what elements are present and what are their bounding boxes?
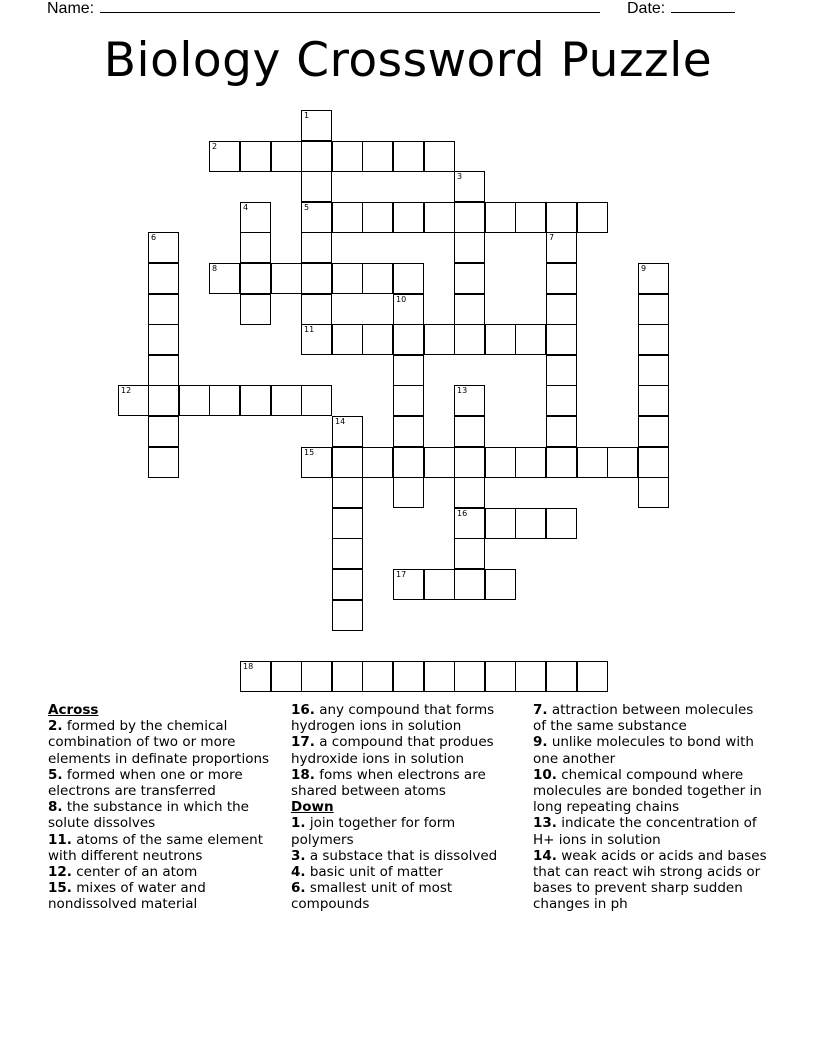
grid-cell[interactable] bbox=[454, 294, 485, 325]
grid-cell[interactable] bbox=[209, 263, 240, 294]
clue-number-label: 14 bbox=[335, 417, 346, 426]
grid-cell[interactable] bbox=[454, 324, 485, 355]
clue-text: weak acids or acids and bases that can react wih strong acids or bases to prevent sharp sudden changes in ph bbox=[533, 847, 767, 913]
grid-cell[interactable] bbox=[332, 569, 363, 600]
clue-text: unlike molecules to bond with one another bbox=[533, 734, 754, 767]
grid-cell[interactable] bbox=[546, 202, 577, 233]
grid-cell[interactable] bbox=[454, 171, 485, 202]
grid-cell[interactable] bbox=[638, 263, 669, 294]
clue-item bbox=[48, 767, 278, 799]
clue-text: formed by the chemical combination of two or more elements in definate proportions bbox=[48, 718, 270, 767]
grid-cell[interactable] bbox=[485, 324, 516, 355]
clue-item bbox=[48, 718, 278, 767]
clue-number-label: 10 bbox=[396, 295, 407, 304]
clue-item bbox=[291, 815, 521, 847]
clue-number: 5. bbox=[48, 766, 63, 783]
grid-cell[interactable] bbox=[148, 263, 179, 294]
grid-cell[interactable] bbox=[454, 538, 485, 569]
clue-item bbox=[533, 734, 768, 766]
grid-cell[interactable] bbox=[332, 324, 363, 355]
grid-cell[interactable] bbox=[577, 447, 608, 478]
grid-cell[interactable] bbox=[301, 171, 332, 202]
grid-cell[interactable] bbox=[577, 661, 608, 692]
grid-cell[interactable] bbox=[179, 385, 210, 416]
clue-item bbox=[291, 734, 521, 766]
clue-number-label: 11 bbox=[304, 325, 315, 334]
grid-cell[interactable] bbox=[148, 232, 179, 263]
grid-cell[interactable] bbox=[485, 569, 516, 600]
grid-cell[interactable] bbox=[577, 202, 608, 233]
grid-cell[interactable] bbox=[424, 447, 455, 478]
grid-cell[interactable] bbox=[332, 508, 363, 539]
grid-cell[interactable] bbox=[240, 202, 271, 233]
clue-number-label: 3 bbox=[457, 172, 463, 181]
clue-number: 12. bbox=[48, 864, 72, 881]
clue-item bbox=[533, 767, 768, 816]
grid-cell[interactable] bbox=[209, 385, 240, 416]
grid-cell[interactable] bbox=[362, 202, 393, 233]
grid-cell[interactable] bbox=[301, 202, 332, 233]
grid-cell[interactable] bbox=[118, 385, 149, 416]
clue-item bbox=[48, 864, 278, 880]
grid-cell[interactable] bbox=[301, 661, 332, 692]
grid-cell[interactable] bbox=[546, 508, 577, 539]
grid-cell[interactable] bbox=[638, 324, 669, 355]
grid-cell[interactable] bbox=[454, 508, 485, 539]
grid-cell[interactable] bbox=[424, 202, 455, 233]
grid-cell[interactable] bbox=[454, 661, 485, 692]
grid-cell[interactable] bbox=[332, 263, 363, 294]
grid-cell[interactable] bbox=[393, 385, 424, 416]
grid-cell[interactable] bbox=[424, 661, 455, 692]
clue-text: smallest unit of most compounds bbox=[291, 880, 453, 913]
clue-number-label: 1 bbox=[304, 111, 310, 120]
grid-cell[interactable] bbox=[301, 447, 332, 478]
clue-number-label: 9 bbox=[641, 264, 647, 273]
clue-number-label: 6 bbox=[151, 233, 157, 242]
grid-cell[interactable] bbox=[332, 661, 363, 692]
clue-number: 10. bbox=[533, 766, 557, 783]
grid-cell[interactable] bbox=[515, 202, 546, 233]
grid-cell[interactable] bbox=[638, 294, 669, 325]
clue-item bbox=[533, 815, 768, 847]
grid-cell[interactable] bbox=[485, 661, 516, 692]
clue-number: 13. bbox=[533, 815, 557, 832]
grid-cell[interactable] bbox=[638, 416, 669, 447]
clue-text: a compound that produes hydroxide ions in solution bbox=[291, 734, 494, 767]
grid-cell[interactable] bbox=[362, 661, 393, 692]
clue-text: attraction between molecules of the same substance bbox=[533, 702, 754, 735]
grid-cell[interactable] bbox=[546, 232, 577, 263]
grid-cell[interactable] bbox=[454, 263, 485, 294]
grid-cell[interactable] bbox=[454, 202, 485, 233]
clue-number: 16. bbox=[291, 702, 315, 718]
grid-cell[interactable] bbox=[454, 447, 485, 478]
grid-cell[interactable] bbox=[240, 263, 271, 294]
date-label: Date: bbox=[627, 0, 666, 17]
grid-cell[interactable] bbox=[148, 355, 179, 386]
grid-cell[interactable] bbox=[148, 416, 179, 447]
clue-number-label: 18 bbox=[243, 662, 254, 671]
clue-text: mixes of water and nondissolved material bbox=[48, 880, 206, 913]
clues-column-1 bbox=[48, 702, 278, 913]
grid-cell[interactable] bbox=[638, 477, 669, 508]
clue-number: 3. bbox=[291, 847, 306, 864]
grid-cell[interactable] bbox=[240, 294, 271, 325]
clue-number-label: 12 bbox=[121, 386, 132, 395]
grid-cell[interactable] bbox=[301, 263, 332, 294]
clue-text: center of an atom bbox=[71, 864, 198, 881]
grid-cell[interactable] bbox=[638, 355, 669, 386]
clue-number: 17. bbox=[291, 734, 315, 751]
clue-text: foms when electrons are shared between atoms bbox=[291, 766, 486, 800]
clue-item bbox=[291, 702, 521, 734]
grid-cell[interactable] bbox=[607, 447, 638, 478]
grid-cell[interactable] bbox=[271, 661, 302, 692]
down-clue-list-continued bbox=[533, 702, 768, 913]
grid-cell[interactable] bbox=[546, 447, 577, 478]
grid-cell[interactable] bbox=[240, 232, 271, 263]
clue-item bbox=[291, 880, 521, 912]
clue-number: 6. bbox=[291, 880, 306, 897]
clue-text: indicate the concentration of H+ ions in solution bbox=[533, 815, 757, 848]
clue-number: 8. bbox=[48, 799, 63, 816]
grid-cell[interactable] bbox=[546, 416, 577, 447]
clue-number: 14. bbox=[533, 847, 557, 864]
grid-cell[interactable] bbox=[240, 385, 271, 416]
across-clue-list bbox=[48, 718, 278, 912]
clue-number: 11. bbox=[48, 831, 72, 848]
clue-number-label: 7 bbox=[549, 233, 555, 242]
clue-text: join together for form polymers bbox=[291, 815, 456, 848]
page-title: Biology Crossword Puzzle bbox=[103, 33, 713, 88]
clue-text: atoms of the same element with different neutrons bbox=[48, 831, 263, 864]
grid-cell[interactable] bbox=[424, 141, 455, 172]
grid-cell[interactable] bbox=[454, 477, 485, 508]
grid-cell[interactable] bbox=[148, 385, 179, 416]
grid-cell[interactable] bbox=[393, 355, 424, 386]
grid-cell[interactable] bbox=[393, 569, 424, 600]
clue-number: 18. bbox=[291, 766, 315, 783]
clues-column-2 bbox=[291, 702, 521, 913]
grid-cell[interactable] bbox=[393, 416, 424, 447]
grid-cell[interactable] bbox=[301, 232, 332, 263]
clue-number-label: 17 bbox=[396, 570, 407, 579]
grid-cell[interactable] bbox=[424, 324, 455, 355]
grid-cell[interactable] bbox=[332, 600, 363, 631]
clue-number-label: 4 bbox=[243, 203, 249, 212]
clue-number-label: 8 bbox=[212, 264, 218, 273]
grid-cell[interactable] bbox=[332, 447, 363, 478]
grid-cell[interactable] bbox=[424, 569, 455, 600]
across-heading: Across bbox=[48, 702, 99, 718]
grid-cell[interactable] bbox=[393, 294, 424, 325]
clue-number: 4. bbox=[291, 864, 306, 881]
grid-cell[interactable] bbox=[271, 385, 302, 416]
grid-cell[interactable] bbox=[332, 141, 363, 172]
grid-cell[interactable] bbox=[393, 477, 424, 508]
grid-cell[interactable] bbox=[393, 661, 424, 692]
down-clue-list bbox=[291, 815, 521, 912]
clue-text: the substance in which the solute dissolves bbox=[48, 799, 249, 832]
grid-cell[interactable] bbox=[362, 324, 393, 355]
clue-text: any compound that forms hydrogen ions in solution bbox=[291, 702, 495, 735]
grid-cell[interactable] bbox=[546, 263, 577, 294]
grid-cell[interactable] bbox=[515, 447, 546, 478]
clue-number-label: 5 bbox=[304, 203, 310, 212]
grid-cell[interactable] bbox=[271, 141, 302, 172]
grid-cell[interactable] bbox=[485, 202, 516, 233]
grid-cell[interactable] bbox=[546, 324, 577, 355]
grid-cell[interactable] bbox=[148, 324, 179, 355]
clue-number-label: 2 bbox=[212, 142, 218, 151]
grid-cell[interactable] bbox=[332, 477, 363, 508]
name-label: Name: bbox=[47, 0, 95, 17]
grid-cell[interactable] bbox=[332, 538, 363, 569]
clue-item bbox=[48, 880, 278, 912]
clue-number-label: 15 bbox=[304, 448, 315, 457]
clue-number: 15. bbox=[48, 880, 72, 897]
down-heading: Down bbox=[291, 799, 334, 816]
grid-cell[interactable] bbox=[546, 661, 577, 692]
clue-item bbox=[291, 767, 521, 799]
clue-item bbox=[533, 702, 768, 734]
grid-cell[interactable] bbox=[362, 141, 393, 172]
grid-cell[interactable] bbox=[301, 324, 332, 355]
grid-cell[interactable] bbox=[362, 263, 393, 294]
grid-cell[interactable] bbox=[393, 447, 424, 478]
grid-cell[interactable] bbox=[301, 110, 332, 141]
clue-number: 7. bbox=[533, 702, 548, 718]
grid-cell[interactable] bbox=[546, 294, 577, 325]
grid-cell[interactable] bbox=[515, 661, 546, 692]
grid-cell[interactable] bbox=[454, 385, 485, 416]
clues-column-3 bbox=[533, 702, 768, 913]
grid-cell[interactable] bbox=[301, 385, 332, 416]
across-clue-list-continued bbox=[291, 702, 521, 799]
grid-cell[interactable] bbox=[148, 294, 179, 325]
grid-cell[interactable] bbox=[301, 294, 332, 325]
clue-item bbox=[291, 848, 521, 864]
grid-cell[interactable] bbox=[454, 416, 485, 447]
clue-item bbox=[48, 832, 278, 864]
grid-cell[interactable] bbox=[546, 385, 577, 416]
grid-cell[interactable] bbox=[485, 508, 516, 539]
grid-cell[interactable] bbox=[362, 447, 393, 478]
grid-cell[interactable] bbox=[332, 416, 363, 447]
grid-cell[interactable] bbox=[454, 569, 485, 600]
grid-cell[interactable] bbox=[638, 447, 669, 478]
clue-number-label: 16 bbox=[457, 509, 468, 518]
clue-number-label: 13 bbox=[457, 386, 468, 395]
clue-number: 2. bbox=[48, 718, 63, 735]
grid-cell[interactable] bbox=[393, 263, 424, 294]
grid-cell[interactable] bbox=[301, 141, 332, 172]
grid-cell[interactable] bbox=[271, 263, 302, 294]
grid-cell[interactable] bbox=[515, 508, 546, 539]
clue-text: a substace that is dissolved bbox=[305, 847, 498, 864]
clue-text: formed when one or more electrons are transferred bbox=[48, 766, 243, 800]
grid-cell[interactable] bbox=[485, 447, 516, 478]
grid-cell[interactable] bbox=[240, 661, 271, 692]
grid-cell[interactable] bbox=[393, 324, 424, 355]
grid-cell[interactable] bbox=[209, 141, 240, 172]
grid-cell[interactable] bbox=[240, 141, 271, 172]
grid-cell[interactable] bbox=[515, 324, 546, 355]
grid-cell[interactable] bbox=[148, 447, 179, 478]
grid-cell[interactable] bbox=[546, 355, 577, 386]
clue-item bbox=[48, 799, 278, 831]
clue-item bbox=[291, 864, 521, 880]
grid-cell[interactable] bbox=[638, 385, 669, 416]
clue-number: 9. bbox=[533, 734, 548, 751]
grid-cell[interactable] bbox=[393, 202, 424, 233]
grid-cell[interactable] bbox=[454, 232, 485, 263]
grid-cell[interactable] bbox=[393, 141, 424, 172]
clue-number: 1. bbox=[291, 815, 306, 832]
clue-item bbox=[533, 848, 768, 913]
clue-text: chemical compound where molecules are bonded together in long repeating chains bbox=[533, 766, 762, 816]
clue-text: basic unit of matter bbox=[305, 864, 443, 881]
grid-cell[interactable] bbox=[332, 202, 363, 233]
